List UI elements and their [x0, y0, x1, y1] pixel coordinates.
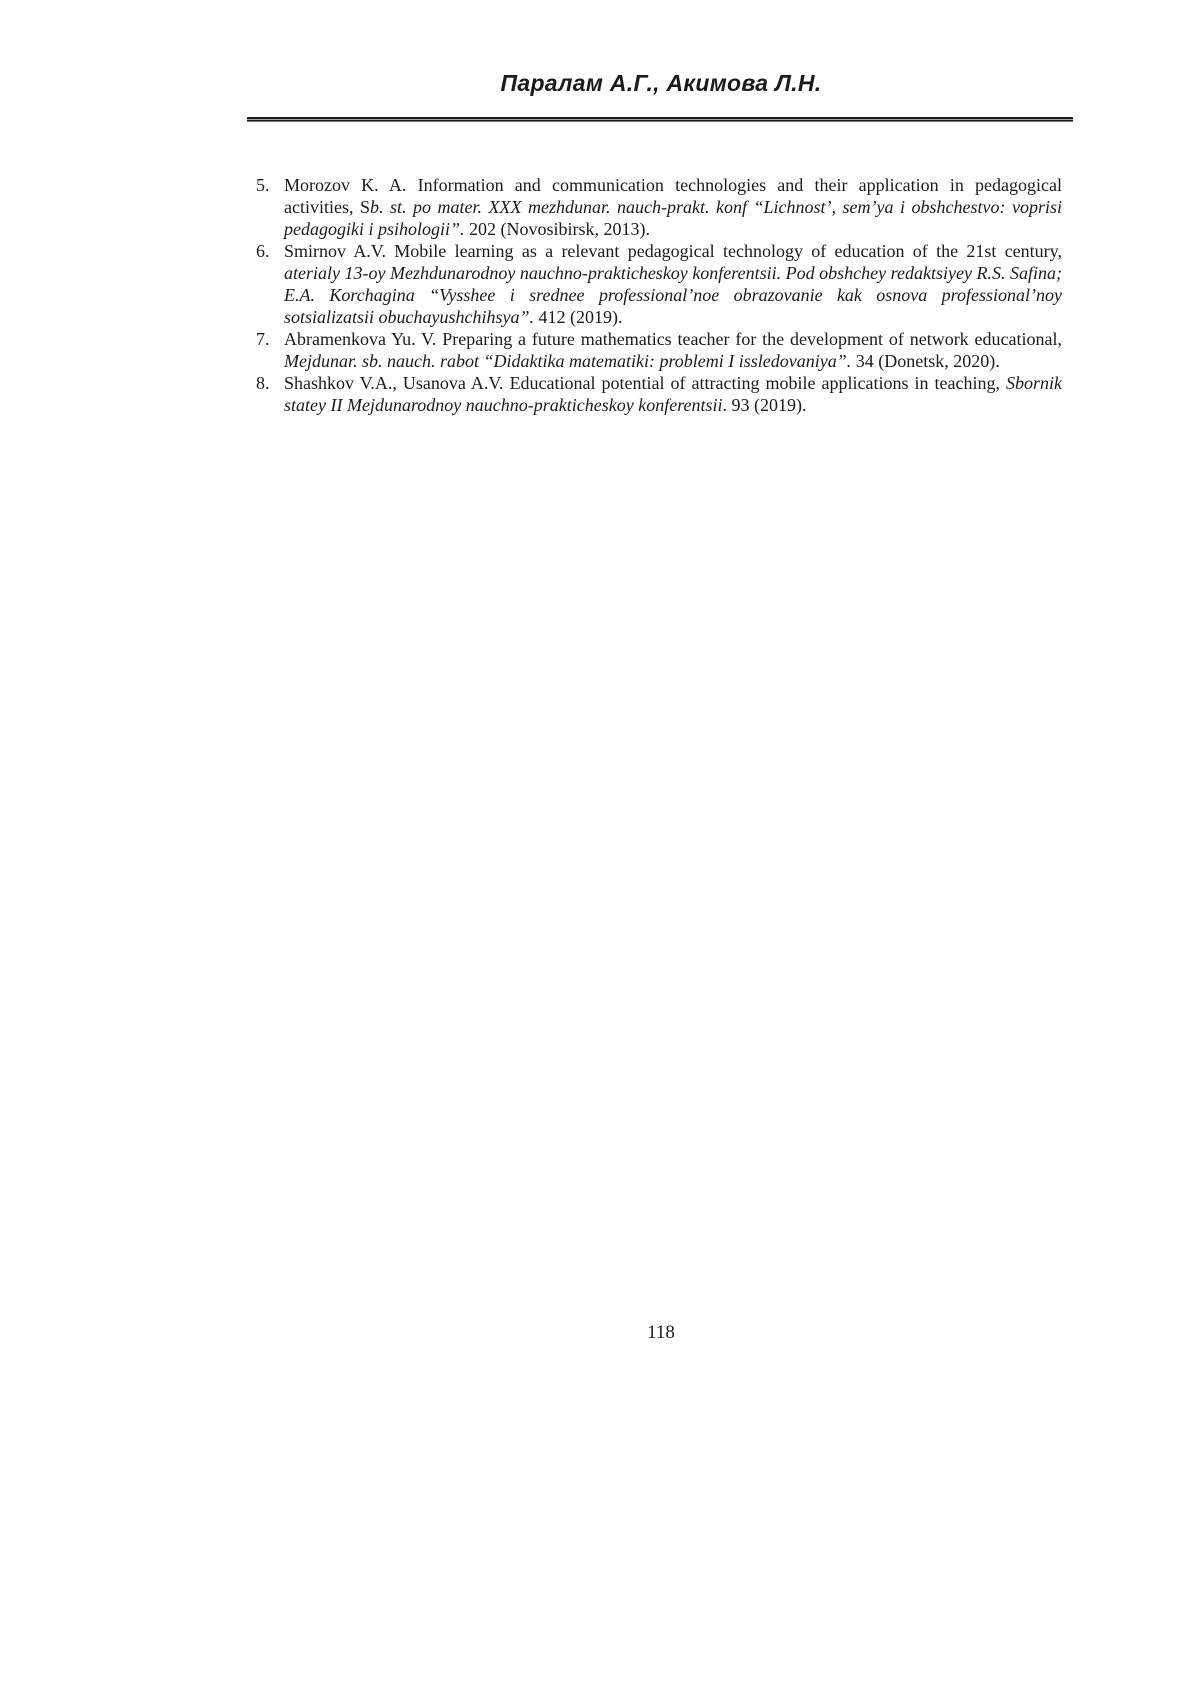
reference-item — [256, 328, 1062, 372]
reference-text — [284, 328, 1062, 372]
header-rule — [247, 117, 1073, 119]
reference-text — [284, 240, 1062, 328]
reference-number: 5. — [256, 175, 270, 195]
reference-item — [256, 240, 1062, 328]
reference-text — [284, 174, 1062, 240]
reference-segment: 34 (Donetsk, 2020). — [851, 351, 1000, 371]
page-number: 118 — [647, 1322, 675, 1343]
reference-number: 6. — [256, 241, 270, 261]
reference-segment-italic: aterialy 13-oy Mezhdunarodnoy nauchno-prakticheskoy konferentsii. Pod obshchey redaktsiyey R.S. Safina; E.A. Korchagina “Vysshee i srednee professional’noe obrazovanie kak osnova professional’noy sotsializatsii obuchayushchihsya”. — [284, 263, 1062, 327]
reference-segment: 412 (2019). — [534, 307, 623, 327]
reference-segment: Shashkov V.A., Usanova A.V. Educational potential of attracting mobile applications in teaching, — [284, 373, 1006, 393]
reference-segment: Morozov K. A. Information and communication technologies and their application in pedagogical activities, S — [284, 175, 1062, 217]
reference-segment: 202 (Novosibirsk, 2013). — [464, 219, 651, 239]
reference-segment: . 93 (2019). — [722, 395, 807, 415]
reference-item — [256, 372, 1062, 416]
reference-segment: Abramenkova Yu. V. Preparing a future mathematics teacher for the development of network educational, — [284, 329, 1062, 349]
reference-segment-italic: b. st. po mater. XXX mezhdunar. nauch-prakt. konf “Lichnost’, sem’ya i obshchestvo: voprisi pedagogiki i psihologii”. — [284, 197, 1062, 239]
reference-text — [284, 372, 1062, 416]
running-header-authors: Паралам А.Г., Акимова Л.Н. — [500, 70, 822, 96]
reference-number: 8. — [256, 373, 270, 393]
reference-segment-italic: Sbornik statey II Mejdunarodnoy nauchno-prakticheskoy konferentsii — [284, 373, 1062, 415]
reference-segment: Smirnov A.V. Mobile learning as a relevant pedagogical technology of education of the 21st century, — [284, 241, 1062, 261]
reference-item — [256, 174, 1062, 240]
reference-number: 7. — [256, 329, 270, 349]
reference-list — [256, 174, 1062, 416]
reference-segment-italic: Mejdunar. sb. nauch. rabot “Didaktika matematiki: problemi I issledovaniya”. — [284, 351, 852, 371]
